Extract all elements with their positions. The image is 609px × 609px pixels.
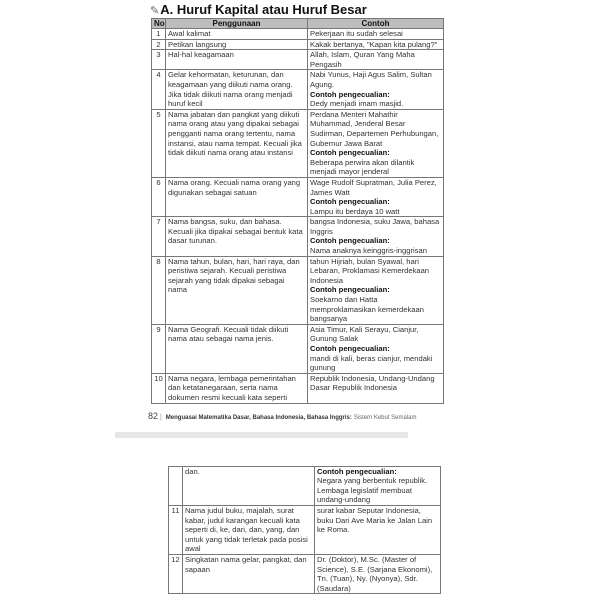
section-title: ✎A. Huruf Kapital atau Huruf Besar (150, 2, 367, 17)
table-row (152, 177, 444, 216)
usage-cell: Nama negara, lembaga pemerintahan dan ketatanegaraan, serta nama dokumen resmi kecuali kata seperti (166, 373, 308, 403)
usage-cell: Nama orang. Kecuali nama orang yang digunakan sebagai satuan (166, 177, 308, 216)
example-text: Republik Indonesia, Undang-Undang Dasar Republik Indonesia (310, 373, 435, 393)
usage-cell: Nama Geografi. Kecuali tidak diikuti nama atau sebagai nama jenis. (166, 324, 308, 373)
exception-text: Negara yang berbentuk republik. Lembaga legislatif membuat undang-undang (317, 476, 428, 505)
exception-text: mandi di kali, beras cianjur, mendaki gunung (310, 353, 433, 373)
table-row (169, 466, 441, 505)
book-subtitle: Sistem Kebut Semalam (353, 414, 417, 421)
usage-cell: Hal-hal keagamaan (166, 50, 308, 70)
exception-label: Contoh pengecualian: (310, 148, 390, 158)
table-row (152, 39, 444, 50)
exception-label: Contoh pengecualian: (310, 197, 390, 207)
usage-cell: Nama bangsa, suku, dan bahasa. Kecuali jika dipakai sebagai bentuk kata dasar turunan. (166, 217, 308, 256)
capital-letters-table (151, 18, 444, 404)
table-row (152, 217, 444, 256)
example-cell (308, 70, 444, 109)
capital-letters-table-continued (168, 466, 441, 595)
table-row (152, 109, 444, 177)
usage-cell: Petikan langsung (166, 39, 308, 50)
example-text: Dr. (Doktor), M.Sc. (Master of Science), S.E. (Sarjana Ekonomi), Tn. (Tuan), Ny. (Nyonya), Sdr.(Saudara) (317, 554, 433, 593)
usage-cell: Awal kalimat (166, 29, 308, 40)
example-text: Nabi Yunus, Haji Agus Salim, Sultan Agung. (310, 70, 432, 89)
exception-label: Contoh pengecualian: (310, 89, 390, 99)
table-row (152, 70, 444, 109)
example-text: Perdana Menteri Mahathir Muhammad, Jenderal Besar Sudirman, Departemen Perhubungan, Gubernur Jawa Barat (310, 109, 439, 148)
example-cell (308, 50, 444, 70)
row-number: 2 (152, 39, 166, 50)
table-row (152, 29, 444, 40)
usage-cell: Nama jabatan dan pangkat yang diikuti nama orang atau yang dipakai sebagai pengganti nama orang tertentu, nama instansi, atau nama tempat. Kecuali jika tidak diikuti nama orang atau instansi (166, 109, 308, 177)
row-number: 6 (152, 177, 166, 216)
row-number: 5 (152, 109, 166, 177)
usage-cell: Nama judul buku, majalah, surat kabar, judul karangan kecuali kata seperti di, ke, dari, dan, yang, dan untuk yang tidak terletak pada posisi awal (183, 505, 315, 554)
exception-label: Contoh pengecualian: (310, 344, 390, 353)
table-row (152, 373, 444, 403)
example-cell (308, 29, 444, 40)
example-cell (315, 554, 441, 593)
header-usage: Penggunaan (166, 19, 308, 29)
usage-cell: dan. (183, 466, 315, 505)
table-row (152, 50, 444, 70)
example-cell (308, 217, 444, 256)
page-footer (148, 410, 609, 422)
example-text: Allah, Islam, Quran Yang Maha Pengasih (310, 50, 415, 69)
example-cell (315, 505, 441, 554)
row-number: 12 (169, 554, 183, 593)
table-row (152, 256, 444, 324)
example-cell (308, 109, 444, 177)
example-text: Pekerjaan itu sudah selesai (310, 29, 403, 38)
row-number: 3 (152, 50, 166, 70)
footer-divider: | (160, 413, 162, 421)
table-row (152, 324, 444, 373)
row-number (169, 466, 183, 505)
row-number: 11 (169, 505, 183, 554)
book-title: Menguasai Matematika Dasar, Bahasa Indonesia, Bahasa Inggris: (165, 414, 352, 421)
exception-text: Nama anaknya keinggris-inggrisan (310, 246, 427, 256)
example-text: bangsa Indonesia, suku Jawa, bahasa Inggris (310, 217, 440, 236)
row-number: 7 (152, 217, 166, 256)
example-text: Asia Timur, Kali Serayu, Cianjur, Gunung Salak (310, 324, 419, 344)
example-text: surat kabar Seputar Indonesia, buku Dari Ave Maria ke Jalan Lain ke Roma. (317, 505, 433, 535)
table-header-row (152, 19, 444, 29)
pencil-icon: ✎ (150, 5, 160, 17)
page-number: 82 (148, 410, 159, 421)
example-text: Wage Rudolf Supratman, Julia Perez, James Watt (310, 177, 437, 197)
row-number: 8 (152, 256, 166, 324)
page-separator (115, 432, 408, 438)
example-cell (308, 256, 444, 324)
row-number: 9 (152, 324, 166, 373)
header-no: No (152, 19, 166, 29)
example-cell (308, 177, 444, 216)
exception-label: Contoh pengecualian: (310, 285, 390, 295)
example-text: tahun Hijriah, bulan Syawal, hari Lebaran, Proklamasi Kemerdekaan Indonesia (310, 256, 430, 285)
example-cell (308, 324, 444, 373)
table-row (169, 554, 441, 593)
row-number: 4 (152, 70, 166, 109)
usage-cell: Singkatan nama gelar, pangkat, dan sapaan (183, 554, 315, 593)
exception-text: Beberapa perwira akan dilantik menjadi mayor jenderal (310, 157, 415, 177)
example-text: Kakak bertanya, "Kapan kita pulang?" (310, 39, 438, 49)
example-cell (315, 466, 441, 505)
header-example: Contoh (308, 19, 444, 29)
row-number: 10 (152, 373, 166, 403)
example-cell (308, 373, 444, 403)
exception-text: Dedy menjadi imam masjid. (310, 99, 404, 109)
row-number: 1 (152, 29, 166, 40)
exception-label: Contoh pengecualian: (317, 466, 397, 476)
exception-text: Soekarno dan Hatta memproklamasikan kemerdekaan bangsanya (310, 295, 424, 324)
table-row (169, 505, 441, 554)
exception-text: Lampu itu berdaya 10 watt (310, 206, 400, 216)
usage-cell: Gelar kehormatan, keturunan, dan keagamaan yang diikuti nama orang. Jika tidak diikuti nama orang menjadi huruf kecil (166, 70, 308, 109)
example-cell (308, 39, 444, 50)
exception-label: Contoh pengecualian: (310, 236, 390, 246)
usage-cell: Nama tahun, bulan, hari, hari raya, dan peristiwa sejarah. Kecuali peristiwa sejarah yang tidak dipakai sebagai nama (166, 256, 308, 324)
